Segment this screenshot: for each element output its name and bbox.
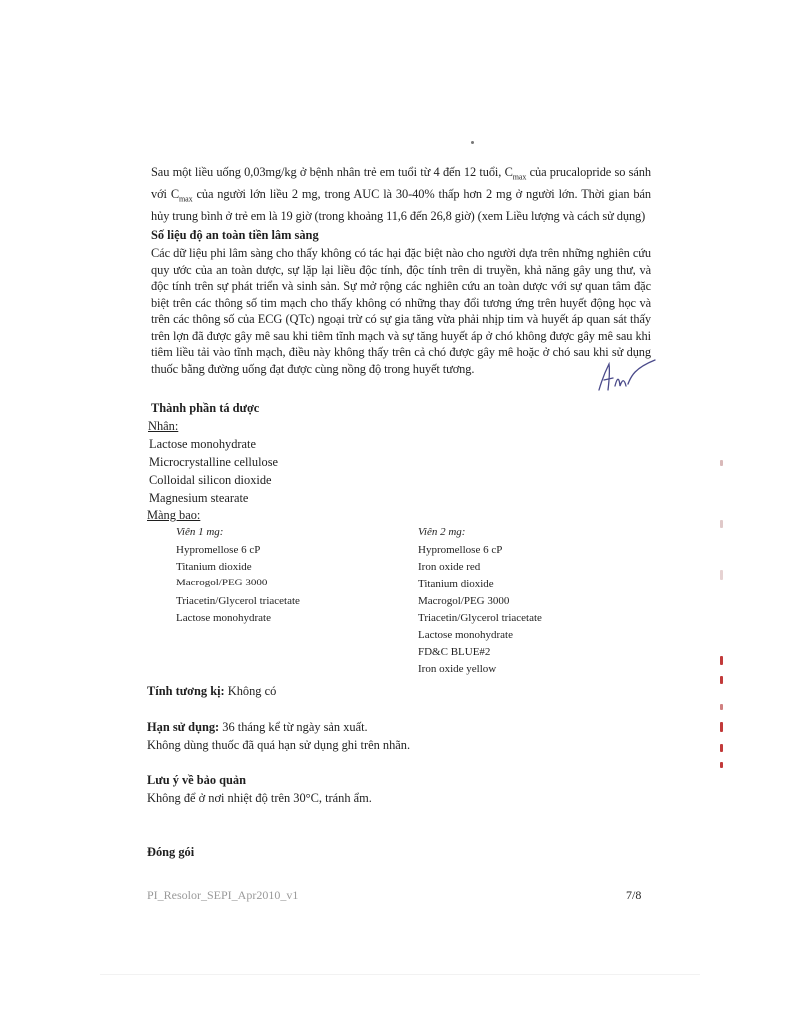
col2-item-1: Hypromellose 6 cP <box>418 544 503 556</box>
stamp-mark <box>720 520 723 528</box>
footer-doc-id: PI_Resolor_SEPI_Apr2010_v1 <box>147 888 299 902</box>
stamp-mark <box>720 570 723 580</box>
stamp-mark <box>720 460 723 466</box>
excipients-heading: Thành phần tá dược <box>151 401 260 415</box>
storage-heading: Lưu ý về bảo quản <box>147 773 247 787</box>
core-item-2: Microcrystalline cellulose <box>149 455 279 469</box>
core-label: Nhân: <box>148 419 179 433</box>
coating-label: Màng bao: <box>147 508 201 522</box>
col1-item-5: Lactose monohydrate <box>176 612 271 624</box>
stamp-mark <box>720 676 723 684</box>
footer-page-number: 7/8 <box>626 888 642 902</box>
col2-title: Viên 2 mg: <box>418 526 466 538</box>
col2-item-3: Titanium dioxide <box>418 578 494 590</box>
expiry-label: Hạn sử dụng: <box>147 720 220 734</box>
core-item-4: Magnesium stearate <box>149 491 249 505</box>
expiry-note: Không dùng thuốc đã quá hạn sử dụng ghi trên nhãn. <box>147 738 411 752</box>
footer-rule <box>100 974 700 975</box>
stamp-mark <box>720 744 723 752</box>
col2-item-6: Lactose monohydrate <box>418 629 513 641</box>
col2-item-7: FD&C BLUE#2 <box>418 646 491 658</box>
col2-item-2: Iron oxide red <box>418 561 481 573</box>
stamp-mark <box>720 656 723 665</box>
col1-title: Viên 1 mg: <box>176 526 224 538</box>
col2-item-4: Macrogol/PEG 3000 <box>418 595 510 607</box>
stamp-mark <box>720 762 723 768</box>
col1-item-3: Macrogol/PEG 3000 <box>176 578 268 588</box>
scan-speck <box>471 141 474 144</box>
packaging-heading: Đóng gói <box>147 845 195 859</box>
storage-text: Không để ở nơi nhiệt độ trên 30°C, tránh ẩm. <box>147 791 372 805</box>
preclinical-heading: Số liệu độ an toàn tiền lâm sàng <box>151 228 319 242</box>
col1-item-4: Triacetin/Glycerol triacetate <box>176 595 300 607</box>
expiry-line <box>147 720 368 735</box>
stamp-mark <box>720 722 723 732</box>
col2-item-5: Triacetin/Glycerol triacetate <box>418 612 542 624</box>
incompatibility-value: Không có <box>224 684 277 698</box>
col1-item-2: Titanium dioxide <box>176 561 252 573</box>
stamp-mark <box>720 704 723 710</box>
preclinical-paragraph: Các dữ liệu phi lâm sàng cho thấy không có tác hại đặc biệt nào cho người dựa trên những nghiên cứu quy ước của an toàn dược, sự lặp lại liều độc tính, độc tính trên di truyền, khả năng gây ung thư, và độc tính trên sự phát triển và sinh sản. Sự mở rộng các nghiên cứu an toàn dược với sự quan tâm đặc biệt trên các thông số tim mạch cho thấy không có những thay đổi tương ứng trên huyết động học và trên các thông số của ECG (QTc) ngoại trừ có sự gia tăng vừa phải nhịp tim và huyết áp quan sát thấy trên lợn đã được gây mê sau khi tiêm tĩnh mạch và sự tăng huyết áp ở chó không được gây mê sau khi tiêm liều tải vào tĩnh mạch, điều này không thấy trên cả chó được gây mê hoặc ở chó sau khi sử dụng thuốc bằng đường uống đạt được cùng nồng độ trong huyết tương. <box>151 246 651 376</box>
incompatibility-line <box>147 684 276 699</box>
col1-item-1: Hypromellose 6 cP <box>176 544 261 556</box>
col2-item-8: Iron oxide yellow <box>418 663 497 675</box>
incompatibility-label: Tính tương kị: <box>147 684 225 698</box>
handwritten-signature <box>595 356 661 396</box>
margin-stamp-marks <box>716 460 728 780</box>
pediatric-pk-paragraph: Sau một liều uống 0,03mg/kg ở bệnh nhân trẻ em tuổi từ 4 đến 12 tuổi, $C_{max}$ của prucalopride so sánh với $C_{max}$ của người lớn liều 2 mg, trong AUC là 30-40% thấp hơn 2 mg ở người lớn. Thời gian bán hủy trung bình ở trẻ em là 19 giờ (trong khoảng 11,6 đến 26,8 giờ) (xem Liều lượng và cách sử dụng) <box>151 165 651 223</box>
core-item-3: Colloidal silicon dioxide <box>149 473 272 487</box>
core-item-1: Lactose monohydrate <box>149 437 257 451</box>
expiry-value: 36 tháng kể từ ngày sản xuất. <box>219 720 368 734</box>
